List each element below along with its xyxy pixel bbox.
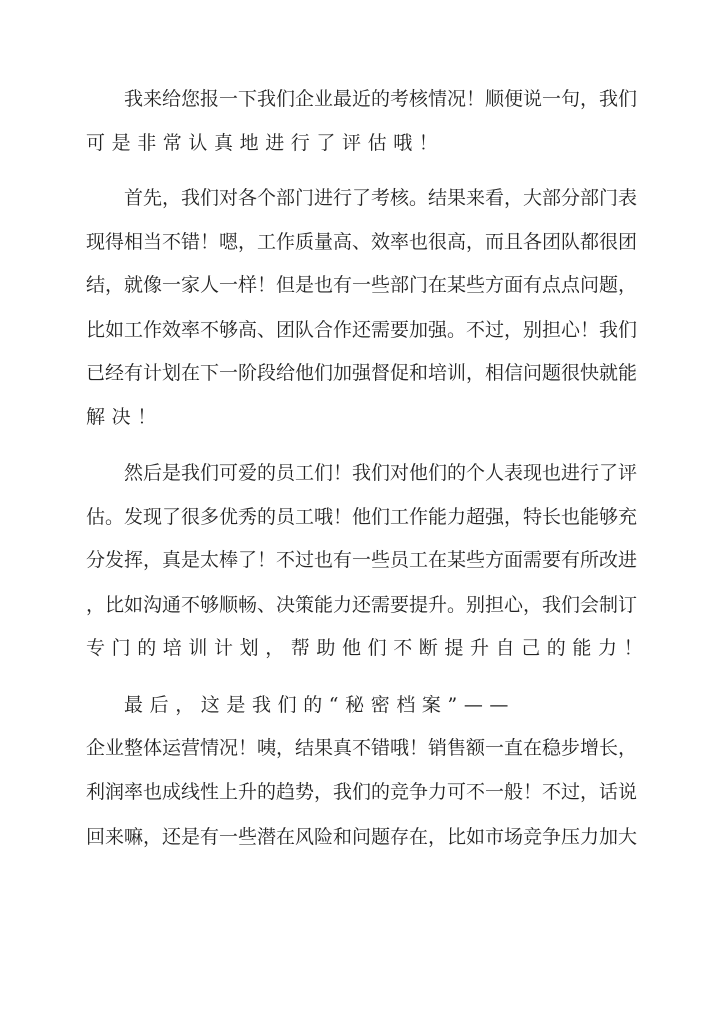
paragraph-2-line-5: 已经有计划在下一阶段给他们加强督促和培训，相信问题很快就能 [86, 362, 638, 384]
paragraph-3-line-5: 专门的培训计划，帮助他们不断提升自己的能力！ [86, 637, 650, 659]
paragraph-1-line-2: 可是非常认真地进行了评估哦！ [86, 132, 445, 154]
paragraph-4-line-1: 最后，这是我们的“秘密档案”—— [124, 694, 516, 716]
paragraph-3-line-4: ，比如沟通不够顺畅、决策能力还需要提升。别担心，我们会制订 [86, 594, 638, 616]
paragraph-2-line-3: 结，就像一家人一样！但是也有一些部门在某些方面有点点问题， [86, 274, 638, 296]
paragraph-2-line-4: 比如工作效率不够高、团队合作还需要加强。不过，别担心！我们 [86, 319, 638, 341]
paragraph-3-line-3: 分发挥，真是太棒了！不过也有一些员工在某些方面需要有所改进 [86, 549, 638, 571]
paragraph-2-line-1: 首先，我们对各个部门进行了考核。结果来看，大部分部门表 [124, 187, 638, 209]
paragraph-1-line-1: 我来给您报一下我们企业最近的考核情况！顺便说一句，我们 [124, 88, 638, 110]
paragraph-4-line-4: 回来嘛，还是有一些潜在风险和问题存在，比如市场竞争压力加大 [86, 826, 638, 848]
paragraph-2-line-6: 解决！ [86, 406, 163, 428]
paragraph-4-line-2: 企业整体运营情况！咦，结果真不错哦！销售额一直在稳步增长， [86, 737, 638, 759]
paragraph-2-line-2: 现得相当不错！嗯，工作质量高、效率也很高，而且各团队都很团 [86, 231, 638, 253]
paragraph-3-line-1: 然后是我们可爱的员工们！我们对他们的个人表现也进行了评 [124, 462, 638, 484]
paragraph-3-line-2: 估。发现了很多优秀的员工哦！他们工作能力超强，特长也能够充 [86, 506, 638, 528]
paragraph-4-line-3: 利润率也成线性上升的趋势，我们的竞争力可不一般！不过，话说 [86, 781, 638, 803]
